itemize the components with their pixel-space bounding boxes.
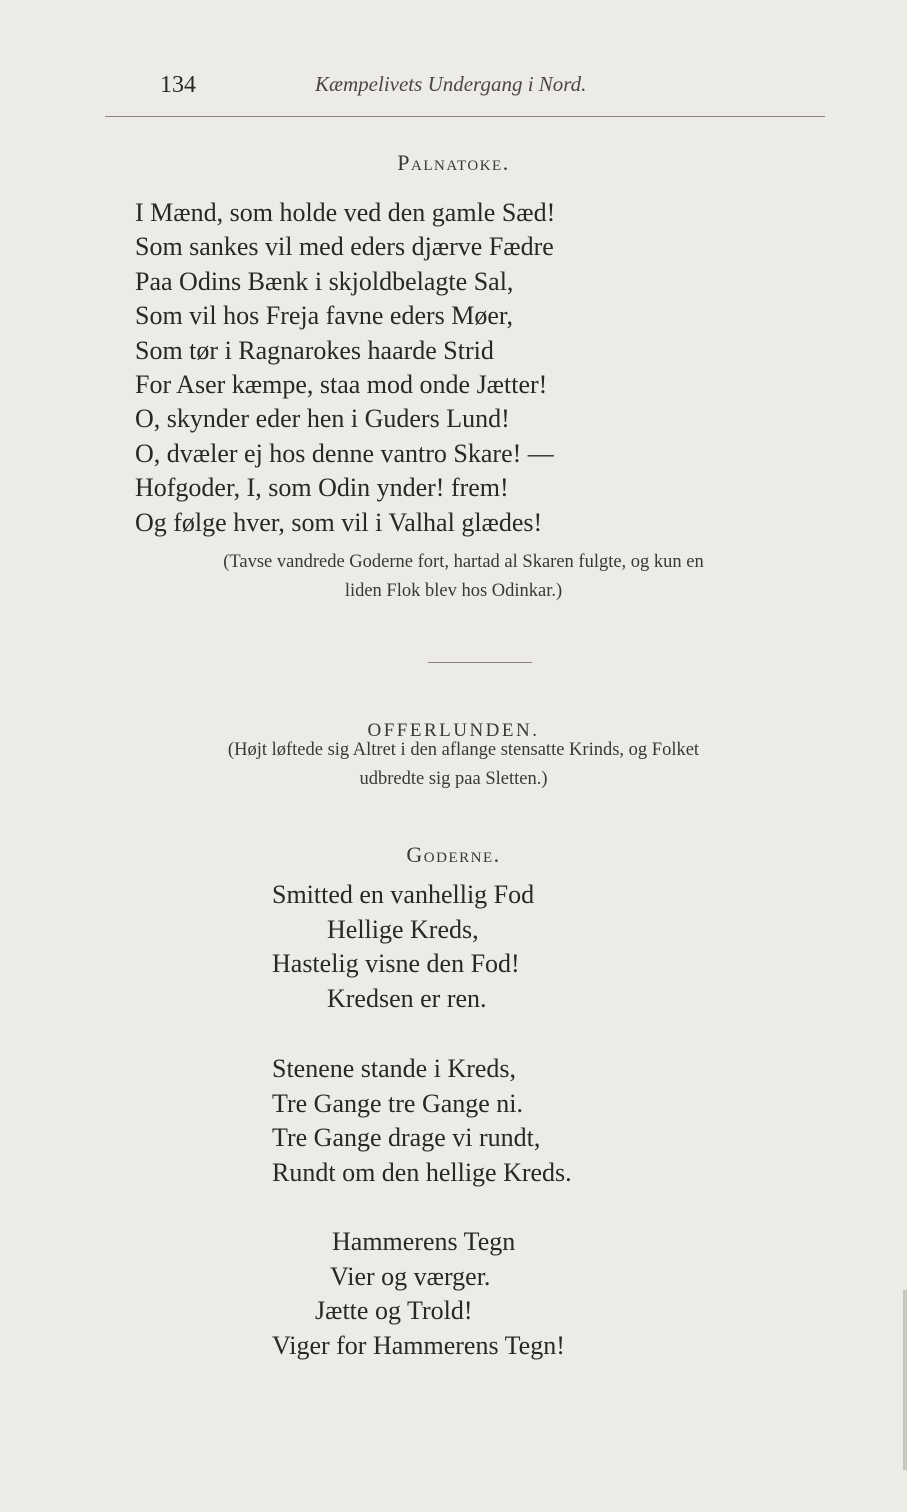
- verse-line: I Mænd, som holde ved den gamle Sæd!: [135, 198, 556, 227]
- verse-line: Tre Gange tre Gange ni.: [272, 1088, 524, 1118]
- verse-line: Som vil hos Freja favne eders Møer,: [135, 301, 514, 331]
- stanza: [272, 1225, 565, 1363]
- verse-line: Som sankes vil med eders djærve Fædre: [135, 232, 554, 262]
- verse-line: Stenene stande i Kreds,: [272, 1054, 517, 1083]
- verse-line: Viger for Hammerens Tegn!: [272, 1330, 565, 1360]
- running-head: [160, 72, 660, 102]
- verse-line: Rundt om den hellige Kreds.: [272, 1157, 572, 1187]
- verse-line: Tre Gange drage vi rundt,: [272, 1123, 541, 1152]
- page-number: 134: [160, 72, 196, 98]
- verse-line: For Aser kæmpe, staa mod onde Jætter!: [135, 370, 548, 400]
- running-title: Kæmpelivets Undergang i Nord.: [315, 72, 587, 96]
- stage-direction: [0, 548, 907, 606]
- stanza: [272, 1052, 572, 1190]
- stage-direction: [0, 736, 907, 794]
- stage-direction-line: liden Flok blev hos Odinkar.): [344, 581, 563, 601]
- section-divider: [428, 662, 532, 663]
- verse-line: Hellige Kreds,: [327, 914, 479, 944]
- stage-direction-line: (Tavse vandrede Goderne fort, hartad al Skaren fulgte, og kun en: [223, 552, 704, 572]
- verse-line: Hastelig visne den Fod!: [272, 949, 520, 978]
- verse-line: Og følge hver, som vil i Valhal glædes!: [135, 507, 543, 537]
- verse-line: Kredsen er ren.: [327, 983, 487, 1013]
- page-edge-shadow: [903, 1290, 907, 1470]
- stage-direction-line: (Højt løftede sig Altret i den aflange stensatte Krinds, og Folket: [227, 740, 700, 760]
- verse-line: Som tør i Ragnarokes haarde Strid: [135, 335, 494, 365]
- verse-line: Smitted en vanhellig Fod: [272, 880, 535, 909]
- verse-line: Jætte og Trold!: [315, 1296, 473, 1325]
- verse-line: O, dvæler ej hos denne vantro Skare! —: [135, 438, 554, 468]
- verse-line: Hofgoder, I, som Odin ynder! frem!: [135, 473, 509, 503]
- verse-line: Hammerens Tegn: [332, 1227, 516, 1256]
- verse-line: Vier og værger.: [330, 1261, 491, 1291]
- speaker-label: Goderne.: [406, 842, 501, 867]
- speaker-name: [0, 150, 907, 176]
- verse-line: O, skynder eder hen i Guders Lund!: [135, 404, 510, 434]
- stanza: [272, 878, 534, 1016]
- verse-line: Paa Odins Bænk i skjoldbelagte Sal,: [135, 266, 514, 296]
- header-rule: [105, 116, 825, 117]
- verse-block: [135, 196, 555, 540]
- stage-direction-line: udbredte sig paa Sletten.): [359, 769, 548, 789]
- speaker-label: Palnatoke.: [397, 150, 510, 175]
- speaker-name: [0, 842, 907, 868]
- section-heading: OFFERLUNDEN.: [367, 720, 540, 741]
